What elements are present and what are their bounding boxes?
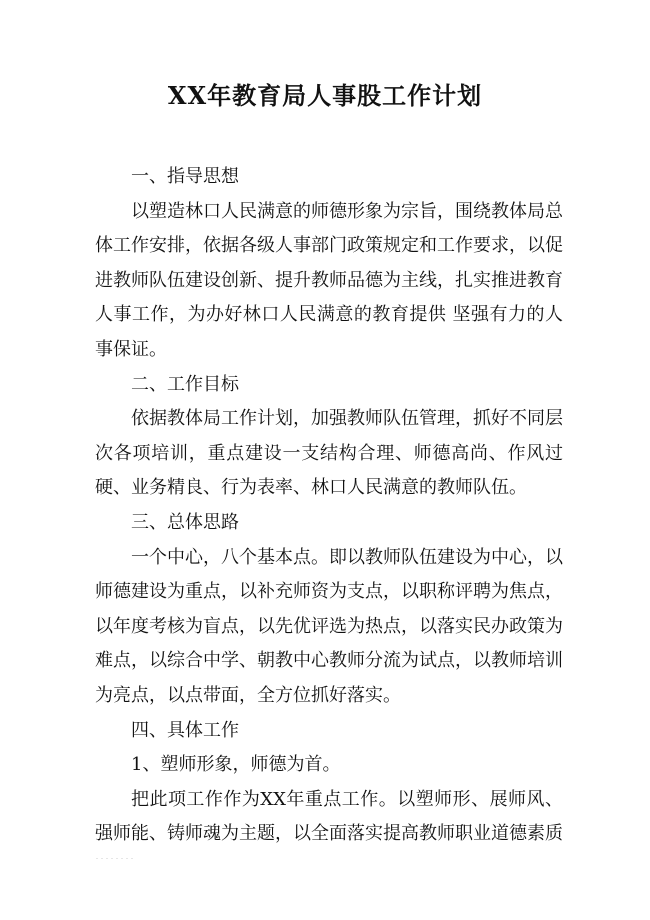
body-paragraph: 一个中心，八个基本点。即以教师队伍建设为中心，以师德建设为重点，以补充师资为支点，以职称评聘为焦点，以年度考核为盲点，以先优评选为热点，以落实民办政策为难点，以综合中学、朝教中心教师分流为试点，以教师培训为亮点，以点带面，全方位抓好落实。 — [95, 546, 563, 706]
document-body — [95, 160, 563, 852]
section-heading-specific-work: 四、具体工作 — [131, 719, 239, 741]
document-title: XX年教育局人事股工作计划 — [167, 81, 483, 110]
body-paragraph: 以塑造林口人民满意的师德形象为宗旨，围绕教体局总体工作安排，依据各级人事部门政策规定和工作要求，以促进教师队伍建设创新、提升教师品德为主线，扎实推进教育人事工作，为办好林口人民满意的教育提供 坚强有力的人事保证。 — [95, 200, 563, 360]
body-paragraph: 依据教体局工作计划，加强教师队伍管理，抓好不同层次各项培训，重点建设一支结构合理、师德高尚、作风过硬、业务精良、行为表率、林口人民满意的教师队伍。 — [95, 408, 563, 499]
subsection-heading: 1、塑师形象，师德为首。 — [131, 754, 341, 776]
section-heading-work-goals: 二、工作目标 — [131, 373, 239, 395]
section-heading-guiding-ideology: 一、指导思想 — [131, 166, 239, 187]
section-heading-overall-approach: 三、总体思路 — [131, 511, 239, 533]
page-footer-mark — [96, 858, 136, 859]
body-paragraph: 把此项工作作为XX年重点工作。以塑师形、展师风、强师能、铸师魂为主题，以全面落实提高教师职业道德素质 — [95, 788, 563, 845]
